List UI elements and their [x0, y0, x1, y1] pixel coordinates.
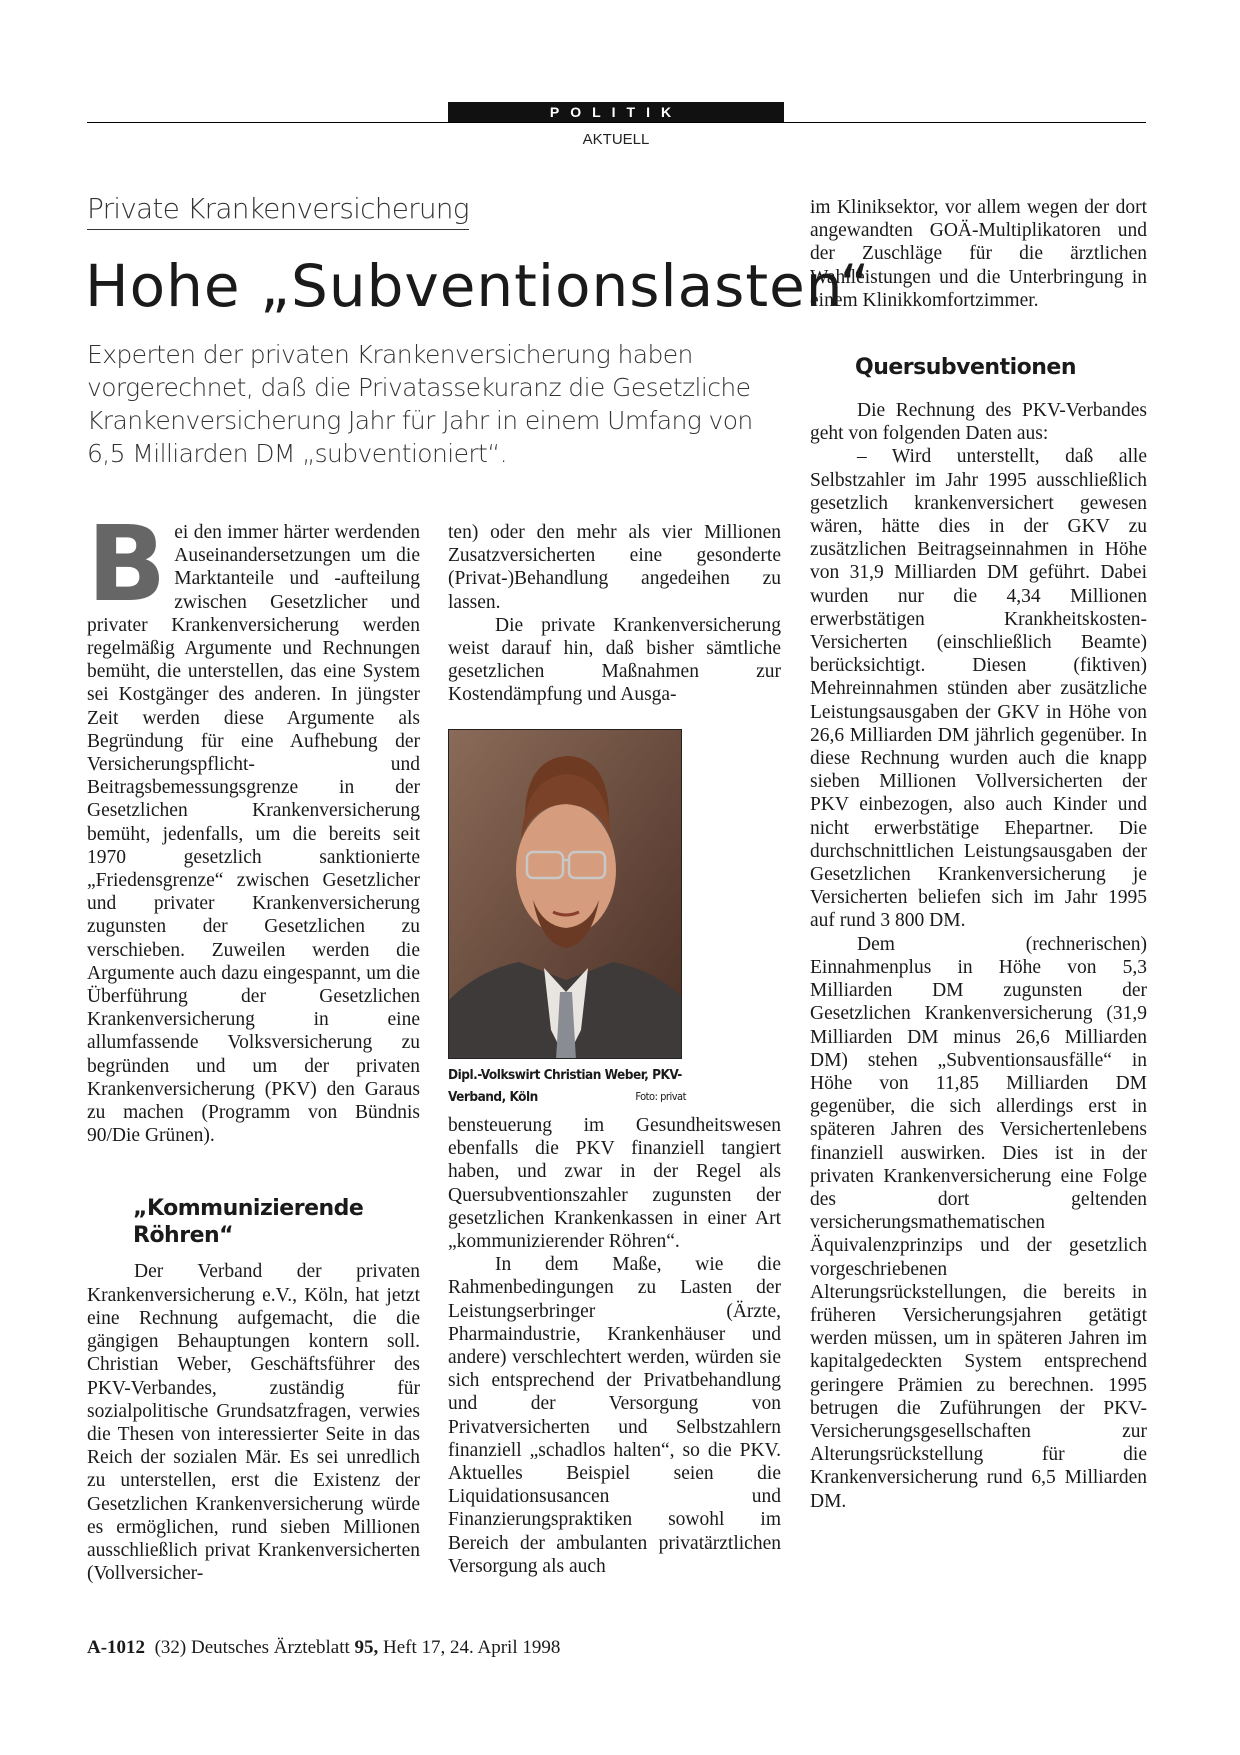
photo-caption [448, 1064, 688, 1108]
subheading: „Kommunizierende Röhren“ [133, 1196, 364, 1249]
paragraph-text: ei den immer härter werdenden Auseinandersetzungen um die Marktanteile und -aufteilung zwischen Gesetzlicher und privater Krankenversicherung werden regelmäßig Argumente und Rechnungen bemüht, die unterstellen, das eine System sei Kostgänger des anderen. In jüngster Zeit werden diese Argumente als Begründung für eine Aufhebung der Versicherungspflicht- und Beitragsbemessungsgrenze in der Gesetzlichen Krankenversicherung bemüht, jedenfalls, um die bereits seit 1970 gesetzlich sanktionierte „Friedensgrenze“ zwischen Gesetzlicher und privater Krankenversicherung zugunsten der Gesetzlichen zu verschieben. Zuweilen werden die Argumente auch dazu eingespannt, um die Überführung der Gesetzlichen Krankenversicherung in eine allumfassende Volksversicherung zu begründen und um der privaten Krankenversicherung (PKV) den Garaus zu machen (Programm von Bündnis 90/Die Grünen). [87, 522, 420, 1147]
text-column-3 [810, 196, 1147, 1513]
section-label: POLITIK [448, 102, 784, 123]
text-column-2 [448, 521, 781, 707]
drop-cap: B [87, 503, 167, 625]
article-lead: Experten der privaten Krankenversicherung haben vorgerechnet, daß die Privatassekuranz die Gesetzliche Krankenversicherung Jahr für Jahr in einem Umfang von 6,5 Milliarden DM „subventioniert“. [87, 340, 753, 468]
portrait-illustration [449, 730, 682, 1059]
text-column-2-continued [448, 1114, 781, 1578]
paragraph: Die Rechnung des PKV-Verbandes geht von folgenden Daten aus: [810, 400, 1147, 445]
journal-volume: 95, [354, 1637, 379, 1658]
article-kicker: Private Krankenversicherung [87, 192, 469, 230]
paragraph: im Kliniksektor, vor allem wegen der dort angewandten GOÄ-Multiplikatoren und der Zuschläge für die ärztlichen Wahlleistungen und die Unterbringung in einem Klinikkomfortzimmer. [810, 197, 1147, 311]
page-footer [87, 1637, 560, 1659]
header-rule [87, 122, 1146, 123]
journal-issue: Heft 17, 24. April 1998 [383, 1637, 561, 1658]
journal-pre: (32) Deutsches Ärzteblatt [154, 1637, 350, 1658]
subheading: Quersubventionen [855, 355, 1076, 381]
paragraph: Dem (rechnerischen) Einnahmenplus in Höhe von 5,3 Milliarden DM zugunsten der Gesetzlichen Krankenversicherung (31,9 Milliarden DM minus 26,6 Milliarden DM) stehen „Subventionsausfälle“ in Höhe von 11,85 Milliarden DM gegenüber, die sich allerdings erst in späteren Jahren des Versichertenlebens finanziell auswirken. Dies ist in der privaten Krankenversicherung eine Folge des dort geltenden versicherungsmathematischen Äquivalenzprinzips und der gesetzlich vorgeschriebenen Alterungsrückstellungen, die bereits in früheren Versicherungsjahren getätigt werden müssen, um in späteren Jahren im kapitalgedeckten System entsprechend geringere Prämien zu berechnen. 1995 betrugen die Zuführungen der PKV-Versicherungsgesellschaften zur Alterungsrückstellung für die Krankenversicherung rund 6,5 Milliarden DM. [810, 933, 1147, 1512]
paragraph: ten) oder den mehr als vier Millionen Zusatzversicherten eine gesonderte (Privat-)Behandlung angedeihen zu lassen. [448, 522, 781, 613]
paragraph: – Wird unterstellt, daß alle Selbstzahler im Jahr 1995 ausschließlich gesetzlich krankenversichert gewesen wären, hätte dies in der GKV zu zusätzlichen Beitragseinnahmen in Höhe von 31,9 Milliarden DM geführt. Dabei wurden nur die 4,34 Millionen erwerbstätigen Krankheitskosten-Versicherten (einschließlich Beamte) berücksichtigt. Diesen (fiktiven) Mehreinnahmen stünden aber zusätzliche Leistungsausgaben der GKV in Höhe von 26,6 Milliarden DM jährlich gegenüber. In diese Rechnung wurden auch die knapp sieben Millionen Vollversicherten der PKV einbezogen, also auch Kinder und nicht erwerbstätige Ehepartner. Die durchschnittlichen Leistungsausgaben der Gesetzlichen Krankenversicherung je Versicherten beliefen sich im Jahr 1995 auf rund 3 800 DM. [810, 446, 1147, 932]
caption-text: Dipl.-Volkswirt Christian Weber, PKV-Verband, Köln [448, 1067, 682, 1105]
photo-credit: Foto: privat [635, 1090, 686, 1103]
paragraph [87, 503, 420, 1147]
article-headline: Hohe „Subventionslasten“ [85, 252, 871, 320]
paragraph: bensteuerung im Gesundheitswesen ebenfalls die PKV finanziell tangiert haben, und zwar in der Regel als Quersubventionszahler zugunsten der gesetzlichen Krankenkassen in einer Art „kommunizierender Röhren“. [448, 1115, 781, 1253]
paragraph: Die private Krankenversicherung weist darauf hin, daß bisher sämtliche gesetzlichen Maßnahmen zur Kostendämpfung und Ausga- [448, 614, 781, 706]
text-column-1 [87, 503, 420, 1585]
paragraph: Der Verband der privaten Krankenversicherung e.V., Köln, hat jetzt eine Rechnung aufgemacht, die die gängigen Behauptungen kontern soll. Christian Weber, Geschäftsführer des PKV-Verbandes, zuständig für sozialpolitische Grundsatzfragen, verwies die Thesen von interessierter Seite in das Reich der sozialen Mär. Es sei unredlich zu unterstellen, erst die Existenz der Gesetzlichen Krankenversicherung würde es ermöglichen, rund sieben Millionen ausschließlich privat Krankenversicherten (Vollversicher- [87, 1261, 420, 1585]
subsection-label: AKTUELL [582, 131, 650, 148]
paragraph: In dem Maße, wie die Rahmenbedingungen zu Lasten der Leistungserbringer (Ärzte, Pharmaindustrie, Krankenhäuser und andere) verschlechtert werden, würden sie sich entsprechend der Privatbehandlung und der Versorgung von Privatversicherten und Selbstzahlern finanziell „schadlos halten“, so die PKV. Aktuelles Beispiel seien die Liquidationsusancen und Finanzierungspraktiken sowohl im Bereich der ambulanten privatärztlichen Versorgung als auch [448, 1254, 781, 1577]
page-number: A-1012 [87, 1637, 146, 1658]
portrait-photo [448, 729, 682, 1059]
